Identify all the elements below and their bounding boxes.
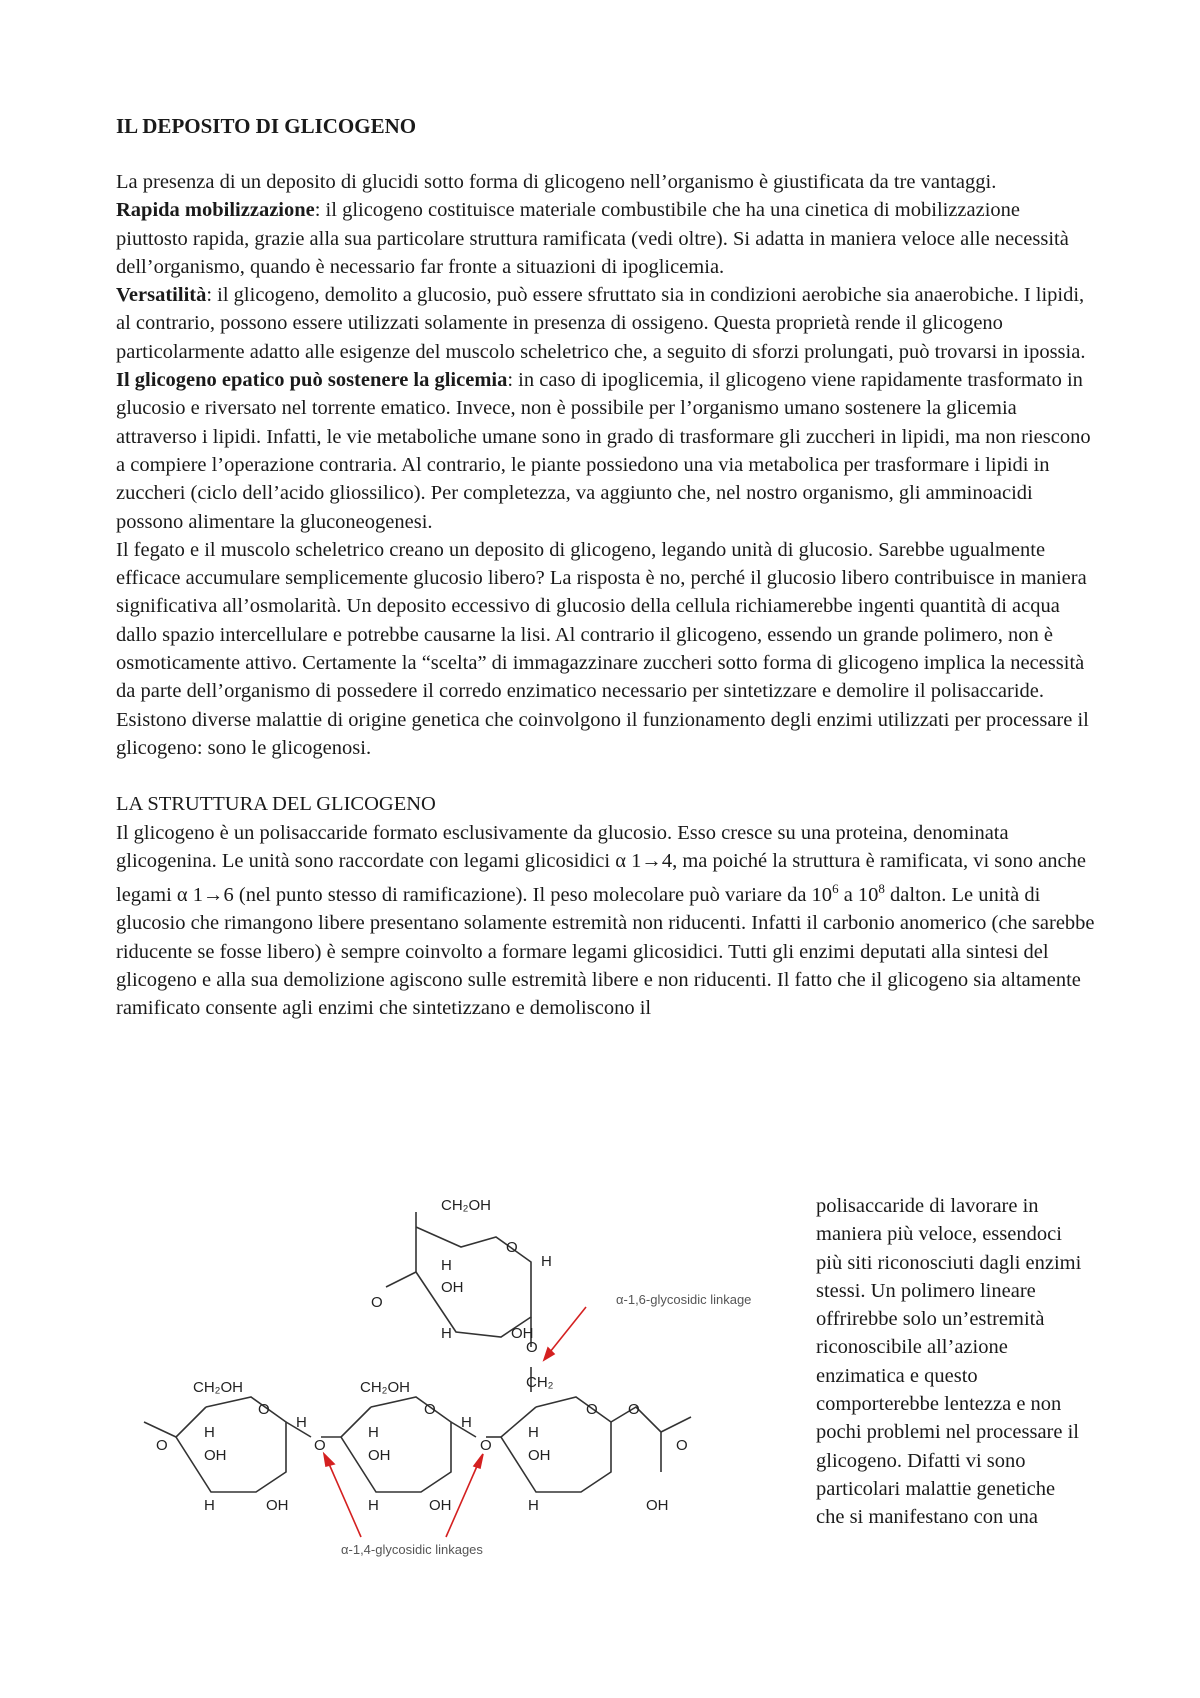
h-label: H — [368, 1424, 379, 1441]
point-text: : il glicogeno costituisce materiale combustibile che ha una cinetica di mobilizzazione piuttosto rapida, grazie alla sua particolare struttura ramificata (vedi oltre). Si adatta in maniera veloce alle necessità dell’organismo, quando è necessario far fronte a situazioni di ipoglicemia. — [116, 199, 1069, 278]
deposit-paragraph: Il fegato e il muscolo scheletrico creano un deposito di glicogeno, legando unità di glucosio. Sarebbe ugualmente efficace accumulare semplicemente glucosio libero? La risposta è no, perché il glucosio libero contribuisce in maniera significativa all’osmolarità. Un deposito eccessivo di glucosio della cellula richiamerebbe ingenti quantità di acqua dallo spazio intercellulare e potrebbe causarne la lisi. Al contrario il glicogeno, essendo un grande polimero, non è osmoticamente attivo. Certamente la “scelta” di immagazzinare zuccheri sotto forma di glicogeno implica la necessità da parte dell’organismo di possedere il corredo enzimatico necessario per sintetizzare e demolire il polisaccaride. Esistono diverse malattie di origine genetica che coinvolgono il funzionamento degli enzimi utilizzati per processare il glicogeno: sono le glicogenosi. — [116, 538, 1089, 759]
o-label: O — [371, 1294, 383, 1311]
figure-section — [116, 1192, 1096, 1612]
exponent: 6 — [832, 881, 839, 897]
point-versatility — [116, 281, 1096, 366]
oh-label: OH — [429, 1497, 452, 1514]
ch2oh-label: CH₂OH — [193, 1379, 243, 1396]
document-page — [116, 112, 1096, 1022]
o-label: O — [526, 1339, 538, 1356]
point-label: Versatilità — [116, 284, 207, 307]
h-label: H — [541, 1253, 552, 1270]
h-label: H — [441, 1325, 452, 1342]
h-label: H — [368, 1497, 379, 1514]
h-label: H — [528, 1497, 539, 1514]
h-label: H — [296, 1414, 307, 1431]
o-label: O — [424, 1401, 436, 1418]
ch2-label: CH₂ — [526, 1374, 554, 1391]
h-label: H — [204, 1497, 215, 1514]
intro-paragraph: La presenza di un deposito di glucidi sotto forma di glicogeno nell’organismo è giustificata da tre vantaggi. — [116, 171, 997, 193]
point-label: Rapida mobilizzazione — [116, 199, 315, 222]
glycogen-diagram — [116, 1192, 796, 1592]
ch2oh-label: CH₂OH — [441, 1197, 491, 1214]
oh-label: OH — [204, 1447, 227, 1464]
oh-label: OH — [441, 1279, 464, 1296]
section-title-structure: LA STRUTTURA DEL GLICOGENO — [116, 793, 436, 816]
o-label: O — [586, 1401, 598, 1418]
h-label: H — [204, 1424, 215, 1441]
h-label: H — [528, 1424, 539, 1441]
point-text: : il glicogeno, demolito a glucosio, può essere sfruttato sia in condizioni aerobiche sia anaerobiche. I lipidi, al contrario, possono essere utilizzati solamente in presenza di ossigeno. Questa proprietà rende il glicogeno particolarmente adatto alle esigenze del muscolo scheletrico che, a seguito di sforzi prolungati, può trovarsi in ipossia. — [116, 284, 1086, 363]
structure-text: Il glicogeno è un polisaccaride formato esclusivamente da glucosio. Esso cresce su una proteina, denominata glicogenina. Le unità sono raccordate con legami glicosidici α 1→4, ma poiché la struttura è ramificata, vi sono anche legami α 1→6 (nel punto stesso di ramificazione). Il peso molecolare può variare da 10 — [116, 821, 1086, 906]
o-label: O — [314, 1437, 326, 1454]
point-label: Il glicogeno epatico può sostenere la glicemia — [116, 369, 508, 392]
h-label: H — [461, 1414, 472, 1431]
glycogen-structure-figure — [116, 1192, 796, 1592]
oh-label: OH — [528, 1447, 551, 1464]
point-rapid-mobilization — [116, 196, 1096, 281]
o-label: O — [480, 1437, 492, 1454]
structure-text: dalton. Le unità di glucosio che rimangono libere presentano solamente estremità non riducenti. Infatti il carbonio anomerico (che sarebbe riducente se fosse libero) è sempre coinvolto a formare legami glicosidici. Tutti gli enzimi deputati alla sintesi del glicogeno e alla sua demolizione agiscono sulle estremità libere e non riducenti. Il fatto che il glicogeno sia altamente ramificato consente agli enzimi che sintetizzano e demoliscono il — [116, 883, 1095, 1020]
ch2oh-label: CH₂OH — [360, 1379, 410, 1396]
o-label: O — [156, 1437, 168, 1454]
point-text: : in caso di ipoglicemia, il glicogeno viene rapidamente trasformato in glucosio e riversato nel torrente ematico. Invece, non è possibile per l’organismo umano sostenere la glicemia attraverso i lipidi. Infatti, le vie metaboliche umane sono in grado di trasformare gli zuccheri in lipidi, ma non riescono a compiere l’operazione contraria. Al contrario, le piante possiedono una via metabolica per trasformare i lipidi in zuccheri (ciclo dell’acido gliossilico). Per completezza, va aggiunto che, nel nostro organismo, gli amminoacidi possono alimentare la gluconeogenesi. — [116, 369, 1091, 533]
oh-label: OH — [266, 1497, 289, 1514]
oh-label: OH — [511, 1325, 534, 1342]
structure-paragraph — [116, 819, 1096, 1023]
alpha-14-linkage-label: α-1,4-glycosidic linkages — [341, 1542, 483, 1557]
document-title: IL DEPOSITO DI GLICOGENO — [116, 114, 417, 138]
o-label: O — [628, 1401, 640, 1418]
o-label: O — [676, 1437, 688, 1454]
oh-label: OH — [646, 1497, 669, 1514]
side-paragraph: polisaccaride di lavorare in maniera più veloce, essendoci più siti riconosciuti dagli enzimi stessi. Un polimero lineare offrirebbe solo un’estremità riconoscibile all’azione enzimatica e questo comporterebbe lentezza e non pochi problemi nel processare il glicogeno. Difatti vi sono particolari malattie genetiche che si manifestano con una — [816, 1195, 1082, 1529]
h-label: H — [441, 1257, 452, 1274]
o-label: O — [506, 1239, 518, 1256]
structure-text: a 10 — [838, 883, 879, 906]
oh-label: OH — [368, 1447, 391, 1464]
alpha-16-linkage-label: α-1,6-glycosidic linkage — [616, 1292, 752, 1307]
o-label: O — [258, 1401, 270, 1418]
point-glycemia — [116, 366, 1096, 536]
exponent: 8 — [878, 881, 885, 897]
